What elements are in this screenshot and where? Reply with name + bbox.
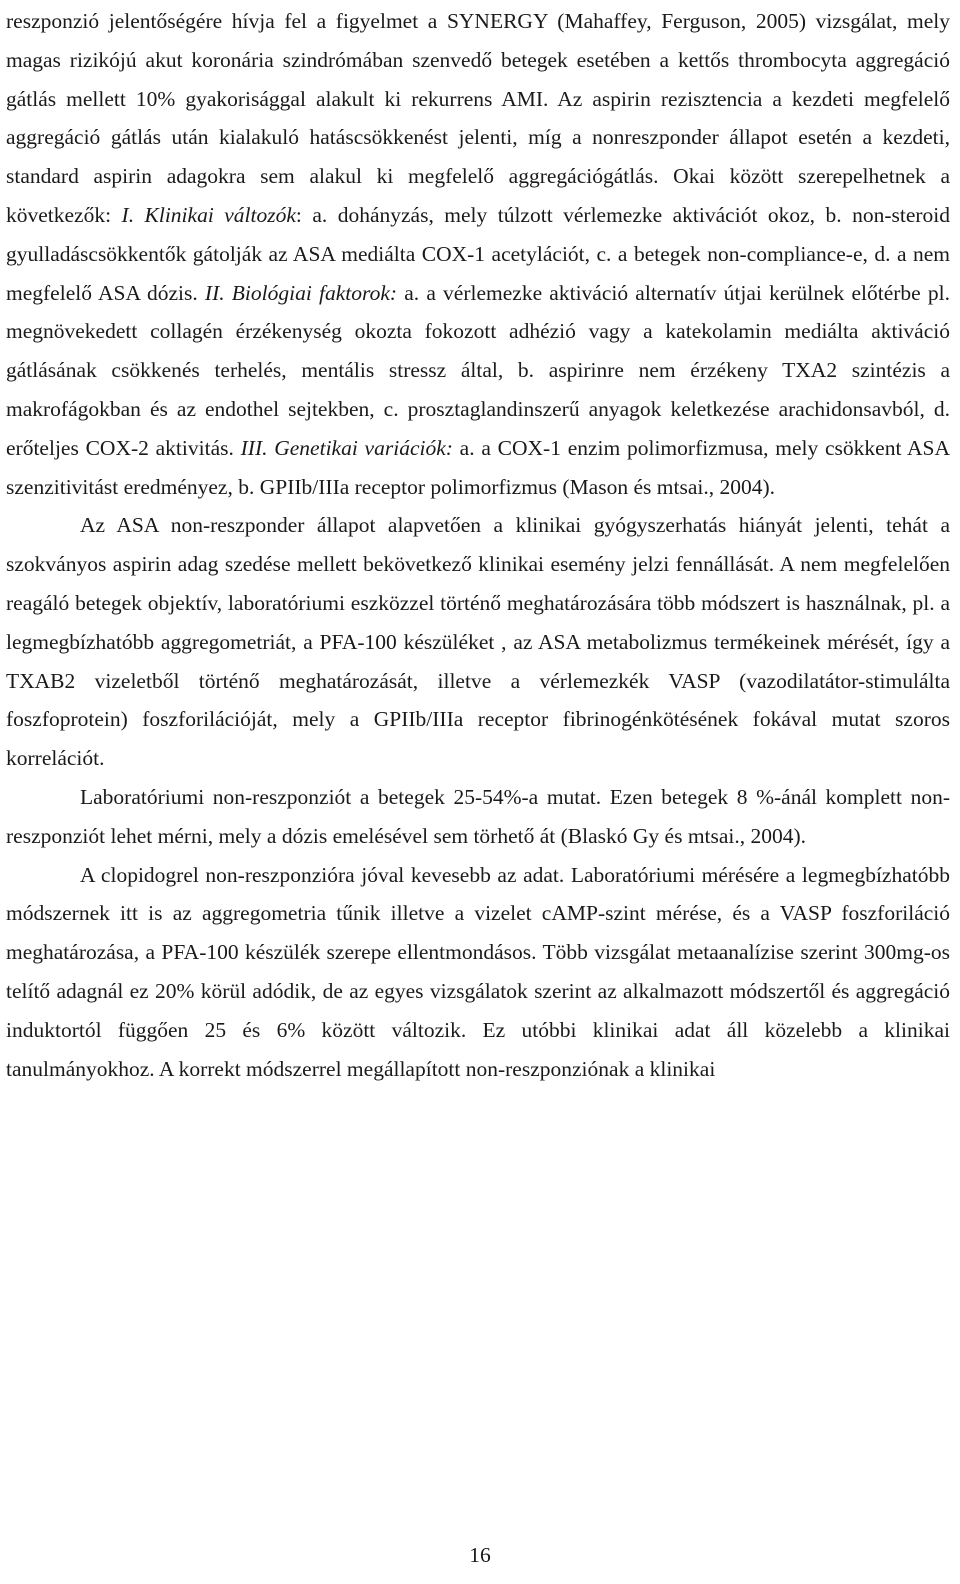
paragraph-2: [6, 506, 950, 778]
text-run: A clopidogrel non-reszponzióra jóval kevesebb az adat. Laboratóriumi mérésére a legmegbízhatóbb módszernek itt is az aggregometria tűnik illetve a vizelet cAMP-szint mérése, és a VASP foszforiláció meghatározása, a PFA-100 készülék szerepe ellentmondásos. Több vizsgálat metaanalízise szerint 300mg-os telítő adagnál ez 20% körül adódik, de az egyes vizsgálatok szerint az alkalmazott módszertől és aggregáció induktortól függően 25 és 6% között változik. Ez utóbbi klinikai adat áll közelebb a klinikai tanulmányokhoz. A korrekt módszerrel megállapított non-reszponziónak a klinikai: [6, 862, 950, 1081]
italic-run: III. Genetikai variációk:: [240, 435, 453, 460]
text-run: reszponzió jelentőségére hívja fel a figyelmet a SYNERGY (Mahaffey, Ferguson, 2005) vizsgálat, mely magas rizikójú akut koronária szindrómában szenvedő betegek esetében a kettős thrombocyta aggregáció gátlás mellett 10% gyakorisággal alakult ki rekurrens AMI.: [6, 9, 950, 111]
italic-run: II. Biológiai faktorok:: [204, 280, 398, 305]
text-run: : a. dohányzás, mely túlzott vérlemezke aktivációt okoz, b. non-steroid gyulladáscsökkentők gátolják az ASA mediálta COX-1 acetylációt, c. a betegek non-compliance-e, d. a nem megfelelő ASA dózis.: [6, 202, 950, 305]
page-number: 16: [469, 1543, 491, 1567]
paragraph-3: [6, 778, 950, 856]
document-body: [6, 2, 950, 1088]
text-run: Laboratóriumi non-reszponziót a betegek 25-54%-a mutat. Ezen betegek 8 %-ánál komplett non-reszponziót lehet mérni, mely a dózis emelésével sem törhető át (Blaskó Gy és mtsai., 2004).: [6, 784, 950, 848]
paragraph-1: [6, 2, 950, 506]
italic-run: I. Klinikai változók: [121, 202, 296, 227]
paragraph-4: [6, 856, 950, 1089]
text-run: a. a vérlemezke aktiváció alternatív útjai kerülnek előtérbe pl. megnövekedett collagén érzékenység okozta fokozott adhézió vagy a katekolamin mediálta aktiváció gátlásának csökkenés terhelés, mentális stressz által, b. aspirinre nem érzékeny TXA2 szintézis a makrofágokban és az endothel sejtekben, c. prosztaglandinszerű anyagok keletkezése arachidonsavból, d. erőteljes COX-2 aktivitás.: [6, 280, 950, 460]
text-run: Az ASA non-reszponder állapot alapvetően a klinikai gyógyszerhatás hiányát jelenti, tehát a szokványos aspirin adag szedése mellett bekövetkező klinikai esemény jelzi fennállását. A nem megfelelően reagáló betegek objektív, laboratóriumi eszközzel történő meghatározására több módszert is használnak, pl. a legmegbízhatóbb aggregometriát, a PFA-100 készüléket , az ASA metabolizmus termékeinek mérését, így a TXAB2 vizeletből történő meghatározását, illetve a vérlemezkék VASP (vazodilatátor-stimulálta foszfoprotein) foszforilációját, mely a GPIIb/IIIa receptor fibrinogénkötésének fokával mutat szoros korrelációt.: [6, 513, 950, 771]
text-run: a. a COX-1 enzim polimorfizmusa, mely csökkent ASA szenzitivitást eredményez, b. GPIIb/IIIa receptor polimorfizmus (Mason és mtsai., 2004).: [6, 435, 950, 499]
text-run: Az aspirin rezisztencia a kezdeti megfelelő aggregáció gátlás után kialakuló hatáscsökkenést jelenti, míg a nonreszponder állapot esetén a kezdeti, standard aspirin adagokra sem alakul ki megfelelő aggregációgátlás. Okai között szerepelhetnek a következők:: [6, 86, 950, 227]
